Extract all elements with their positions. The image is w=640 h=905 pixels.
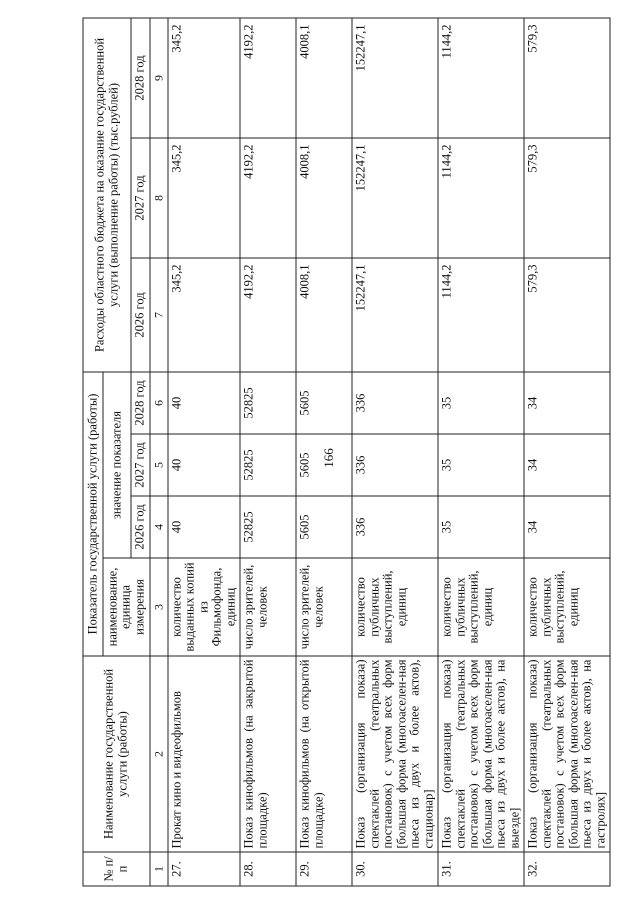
- expense-2027: 152247,1: [352, 138, 438, 258]
- column-index: 8: [150, 138, 168, 258]
- page-number: 166: [321, 448, 336, 468]
- services-budget-table: [83, 17, 611, 886]
- expense-2027: 579,3: [524, 138, 610, 258]
- column-index: 1: [150, 852, 168, 886]
- value-2028: 34: [524, 372, 610, 434]
- value-2027: 52825: [240, 434, 296, 496]
- value-2028: 5605: [296, 372, 352, 434]
- header-expense-2027: 2027 год: [131, 138, 150, 258]
- expense-2027: 345,2: [168, 138, 241, 258]
- expense-2028: 4192,2: [240, 18, 296, 138]
- service-name: Показ (организация показа) спектаклей (театральных постановок) с учетом всех форм [большая форма (многоаселен-ная пьеса из двух и более актов), на гастролях]: [524, 656, 610, 852]
- header-unit: наименование, единица измерения: [103, 558, 150, 656]
- header-value-group: значение показателя: [103, 372, 131, 558]
- header-expense-2028: 2028 год: [131, 18, 150, 138]
- row-number: 27.: [168, 852, 241, 886]
- service-name: Показ (организация показа) спектаклей (театральных постановок) с учетом всех форм [большая форма (многоаселен-ная пьеса из двух и более актов), стационар]: [352, 656, 438, 852]
- value-2028: 52825: [240, 372, 296, 434]
- expense-2028: 579,3: [524, 18, 610, 138]
- value-2027: 336: [352, 434, 438, 496]
- column-index: 6: [150, 372, 168, 434]
- row-number: 32.: [524, 852, 610, 886]
- value-2026: 5605: [296, 496, 352, 558]
- header-expenses-group: Расходы областного бюджета на оказание государственной услуги (выполнение работы) (тыс.рублей): [83, 18, 131, 372]
- expense-2026: 4192,2: [240, 258, 296, 372]
- expense-2026: 345,2: [168, 258, 241, 372]
- header-expense-2026: 2026 год: [131, 258, 150, 372]
- indicator-unit: количество выданных копий из Фильмофонда, единиц: [168, 558, 241, 656]
- row-number: 29.: [296, 852, 352, 886]
- header-value-2026: 2026 год: [131, 496, 150, 558]
- expense-2027: 4008,1: [296, 138, 352, 258]
- value-2027: 5605: [296, 434, 352, 496]
- value-2027: 34: [524, 434, 610, 496]
- expense-2027: 1144,2: [438, 138, 524, 258]
- value-2028: 35: [438, 372, 524, 434]
- value-2026: 52825: [240, 496, 296, 558]
- expense-2026: 4008,1: [296, 258, 352, 372]
- column-index: 4: [150, 496, 168, 558]
- value-2027: 40: [168, 434, 241, 496]
- service-name: Показ кинофильмов (на закрытой площадке): [240, 656, 296, 852]
- table-row: [240, 18, 296, 886]
- header-indicator-group: Показатель государственной услуги (работы): [83, 372, 103, 656]
- row-number: 31.: [438, 852, 524, 886]
- indicator-unit: количество публичных выступлений, единиц: [352, 558, 438, 656]
- expense-2028: 1144,2: [438, 18, 524, 138]
- value-2028: 336: [352, 372, 438, 434]
- header-num: № п/п: [83, 852, 150, 886]
- expense-2027: 4192,2: [240, 138, 296, 258]
- header-value-2028: 2028 год: [131, 372, 150, 434]
- row-number: 30.: [352, 852, 438, 886]
- value-2028: 40: [168, 372, 241, 434]
- row-number: 28.: [240, 852, 296, 886]
- table-row: [296, 18, 352, 886]
- service-name: Показ (организация показа) спектаклей (театральных постановок) с учетом всех форм [большая форма (многоаселен-ная пьеса из двух и более актов), на выезде]: [438, 656, 524, 852]
- expense-2028: 345,2: [168, 18, 241, 138]
- value-2026: 34: [524, 496, 610, 558]
- table-row: [352, 18, 438, 886]
- indicator-unit: количество публичных выступлений, единиц: [438, 558, 524, 656]
- column-index: 9: [150, 18, 168, 138]
- indicator-unit: число зрителей, человек: [296, 558, 352, 656]
- table-row: [524, 18, 610, 886]
- expense-2028: 4008,1: [296, 18, 352, 138]
- value-2026: 40: [168, 496, 241, 558]
- column-index: 3: [150, 558, 168, 656]
- indicator-unit: число зрителей, человек: [240, 558, 296, 656]
- expense-2026: 1144,2: [438, 258, 524, 372]
- header-service-name: Наименование государственной услуги (работы): [83, 656, 150, 852]
- value-2026: 35: [438, 496, 524, 558]
- budget-table-sheet: [83, 19, 607, 887]
- column-index: 2: [150, 656, 168, 852]
- table-row: [438, 18, 524, 886]
- service-name: Показ кинофильмов (на открытой площадке): [296, 656, 352, 852]
- expense-2026: 152247,1: [352, 258, 438, 372]
- expense-2028: 152247,1: [352, 18, 438, 138]
- table-row: [168, 18, 241, 886]
- value-2026: 336: [352, 496, 438, 558]
- indicator-unit: количество публичных выступлений, единиц: [524, 558, 610, 656]
- expense-2026: 579,3: [524, 258, 610, 372]
- header-value-2027: 2027 год: [131, 434, 150, 496]
- value-2027: 35: [438, 434, 524, 496]
- column-index: 5: [150, 434, 168, 496]
- service-name: Прокат кино и видеофильмов: [168, 656, 241, 852]
- column-index: 7: [150, 258, 168, 372]
